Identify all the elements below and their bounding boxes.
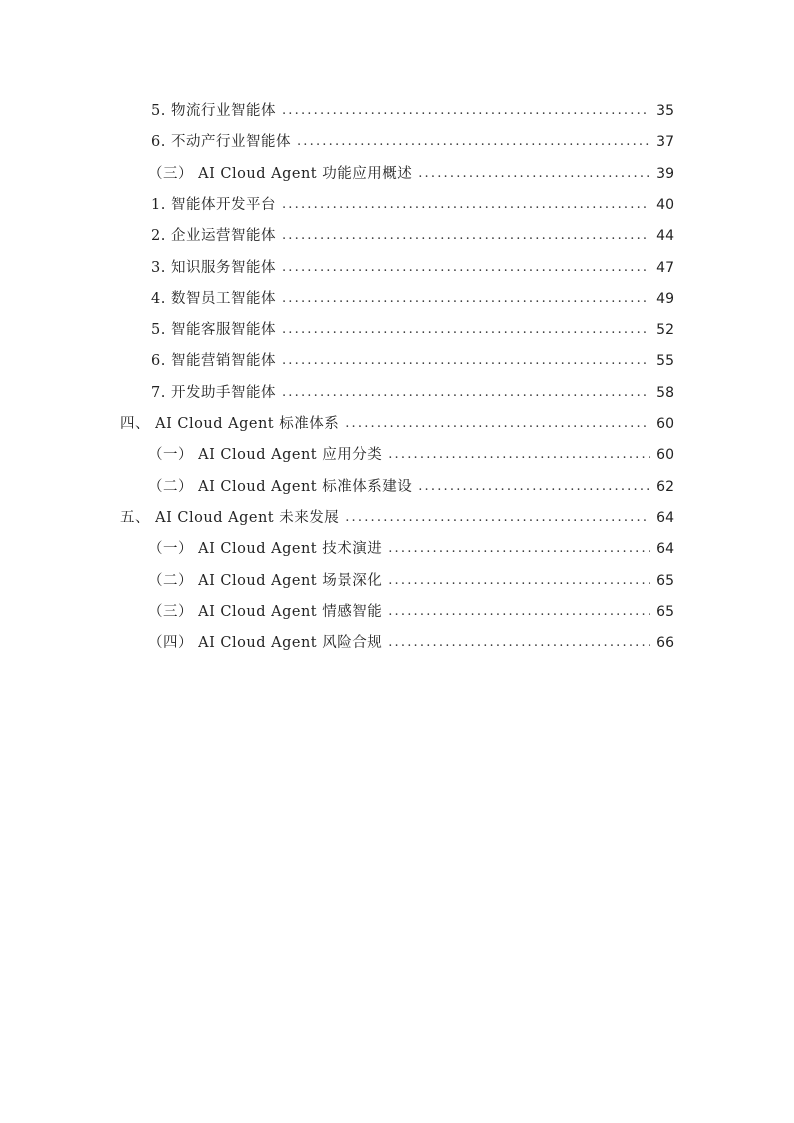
toc-entry-page: 58 [656,384,674,401]
toc-entry[interactable] [151,316,674,344]
toc-entry-title: 6. 智能营销智能体 [151,353,276,370]
toc-entry-title: 4. 数智员工智能体 [151,290,276,307]
toc-entry[interactable] [120,504,674,532]
toc-entry-page: 60 [656,416,674,432]
toc-entry-title: 7. 开发助手智能体 [151,384,276,401]
toc-entry[interactable] [148,629,674,657]
toc-entry-title: 5. 物流行业智能体 [151,103,276,119]
toc-entry-page: 37 [656,134,674,151]
toc-dot-leader [418,160,650,188]
toc-entry-page: 62 [656,478,674,495]
toc-entry-page: 47 [656,259,674,276]
toc-entry-title: （二） AI Cloud Agent 标准体系建设 [148,478,413,495]
toc-entry-page: 35 [656,103,674,119]
toc-entry[interactable] [148,473,674,501]
toc-entry-title: （一） AI Cloud Agent 应用分类 [148,447,383,464]
toc-dot-leader [282,254,650,282]
toc-entry[interactable] [148,160,674,188]
toc-entry-page: 64 [656,509,674,526]
toc-entry-title: 2. 企业运营智能体 [151,228,276,245]
toc-entry-title: 1. 智能体开发平台 [151,196,276,213]
toc-dot-leader [388,629,650,657]
toc-entry[interactable] [151,285,674,313]
toc-dot-leader [388,567,650,595]
toc-entry-page: 39 [656,165,674,182]
toc-entry-title: 五、 AI Cloud Agent 未来发展 [120,509,340,526]
toc-entry[interactable] [151,97,674,125]
toc-entry-title: （二） AI Cloud Agent 场景深化 [148,572,383,589]
toc-entry-page: 40 [656,196,674,213]
toc-entry-page: 52 [656,322,674,339]
toc-dot-leader [282,222,650,250]
toc-dot-leader [388,441,650,469]
toc-entry[interactable] [151,347,674,375]
toc-dot-leader [282,316,650,344]
toc-dot-leader [282,191,650,219]
toc-entry-title: （一） AI Cloud Agent 技术演进 [148,541,383,558]
toc-entry-title: 6. 不动产行业智能体 [151,134,291,151]
toc-entry[interactable] [151,128,674,156]
toc-dot-leader [388,535,650,563]
toc-dot-leader [345,504,650,532]
toc-entry-title: 四、 AI Cloud Agent 标准体系 [120,416,340,432]
toc-entry-page: 65 [656,603,674,620]
toc-entry-title: 5. 智能客服智能体 [151,322,276,339]
toc-entry-page: 44 [656,228,674,245]
toc-entry-page: 49 [656,290,674,307]
toc-dot-leader [282,379,650,407]
toc-entry[interactable] [148,535,674,563]
toc-entry-page: 65 [656,572,674,589]
toc-entry[interactable] [148,567,674,595]
toc-dot-leader [345,410,650,438]
toc-entry-title: （三） AI Cloud Agent 情感智能 [148,603,383,620]
toc-dot-leader [418,473,650,501]
toc-entry[interactable] [151,254,674,282]
toc-entry-page: 55 [656,353,674,370]
toc-entry-title: （四） AI Cloud Agent 风险合规 [148,635,383,652]
toc-dot-leader [297,128,650,156]
toc-entry-page: 64 [656,541,674,558]
toc-entry-page: 66 [656,635,674,652]
toc-dot-leader [282,97,650,125]
toc-dot-leader [282,285,650,313]
toc-entry[interactable] [148,598,674,626]
toc-entry-title: 3. 知识服务智能体 [151,259,276,276]
toc-entry[interactable] [151,379,674,407]
toc-dot-leader [282,347,650,375]
toc-entry-page: 60 [656,447,674,464]
toc-entry[interactable] [148,441,674,469]
toc-entry[interactable] [151,222,674,250]
toc-entry[interactable] [120,410,674,438]
toc-entry-title: （三） AI Cloud Agent 功能应用概述 [148,165,413,182]
toc-dot-leader [388,598,650,626]
toc-entry[interactable] [151,191,674,219]
